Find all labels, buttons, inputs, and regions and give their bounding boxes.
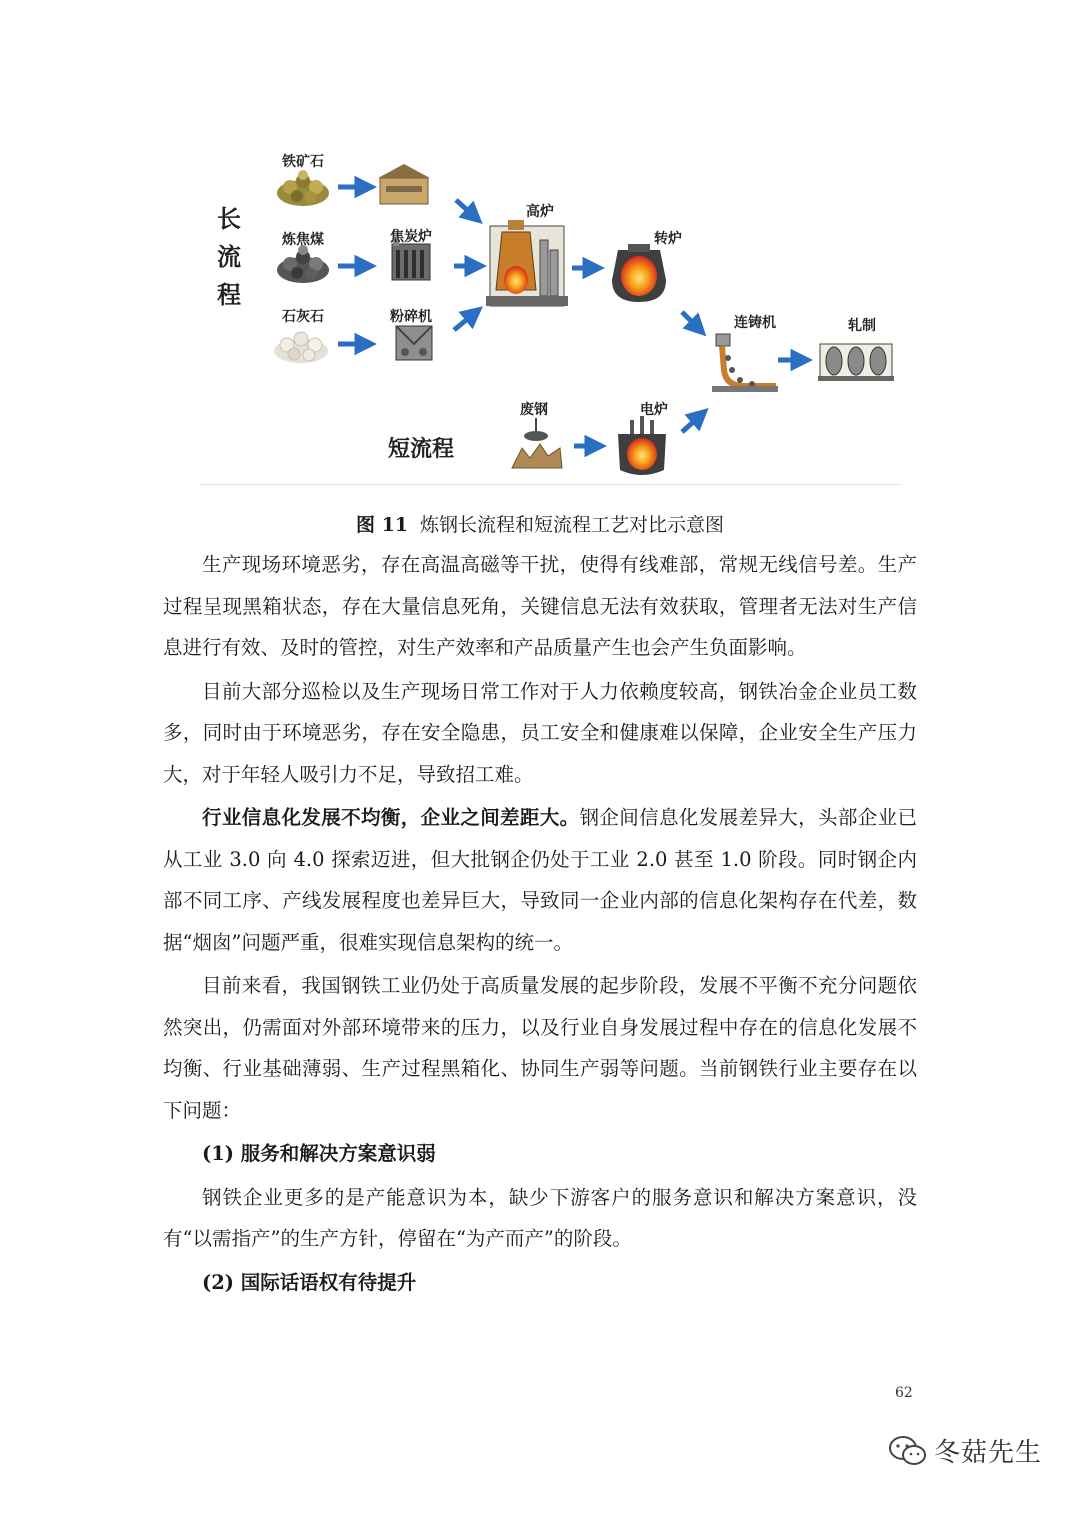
blast-furnace-icon [486, 220, 568, 306]
paragraph-environment: 生产现场环境恶劣，存在高温高磁等干扰，使得有线难部，常规无线信号差。生产过程呈现黑箱状态，存在大量信息死角，关键信息无法有效获取，管理者无法对生产信息进行有效、及时的管控，对生产效率和产品质量产生也会产生负面影响。 [163, 553, 917, 659]
watermark [888, 1432, 1042, 1469]
page-number: 62 [895, 1385, 913, 1401]
scrap-steel-icon [512, 418, 562, 468]
paragraph-overview: 目前来看，我国钢铁工业仍处于高质量发展的起步阶段，发展不平衡不充分问题依然突出，仍需面对外部环境带来的压力，以及行业自身发展过程中存在的信息化发展不均衡、行业基础薄弱、生产过程黑箱化、协同生产弱等问题。当前钢铁行业主要存在以下问题： [163, 974, 917, 1122]
continuous-caster-icon [712, 334, 778, 392]
long-route-label: 长流程 [217, 205, 241, 309]
section-heading-1: (1) 服务和解决方案意识弱 [202, 1142, 436, 1165]
node-label-rolling: 轧制 [848, 318, 876, 334]
node-label-scrap-steel: 废钢 [520, 402, 548, 418]
rolling-mill-icon [818, 344, 894, 381]
paragraph-service: 钢铁企业更多的是产能意识为本，缺少下游客户的服务意识和解决方案意识，没有“以需指产”的生产方针，停留在“为产而产”的阶段。 [163, 1185, 917, 1250]
node-label-continuous-caster: 连铸机 [734, 315, 776, 331]
iron-ore-icon [277, 170, 329, 206]
figure-caption [0, 510, 1080, 537]
node-label-coking-coal: 炼焦煤 [282, 232, 324, 248]
sinter-plant-icon [378, 164, 430, 204]
steelmaking-process-diagram [0, 0, 1080, 500]
paragraph-labor: 目前大部分巡检以及生产现场日常工作对于人力依赖度较高，钢铁冶金企业员工数多，同时由于环境恶劣，存在安全隐患，员工安全和健康难以保障，企业安全生产压力大，对于年轻人吸引力不足，导致招工难。 [163, 679, 917, 786]
limestone-icon [274, 332, 328, 363]
converter-icon [612, 244, 666, 302]
coking-coal-icon [277, 245, 329, 283]
crusher-icon [396, 326, 432, 360]
node-label-coke-oven: 焦炭炉 [390, 229, 432, 245]
paragraph-imbalance-rest: 钢企间信息化发展差异大，头部企业已从工业 3.0 向 4.0 探索迈进，但大批钢企仍处于工业 2.0 甚至 1.0 阶段。同时钢企内部不同工序、产线发展程度也差异巨大，导致同一企业内部的信息化架构存在代差，数据“烟囱”问题严重，很难实现信息架构的统一。 [163, 806, 917, 954]
watermark-text: 冬菇先生 [934, 1438, 1043, 1468]
diagram-graphics [0, 0, 1080, 500]
diagram-divider [200, 484, 900, 485]
paragraph-imbalance [163, 797, 917, 963]
paragraph-imbalance-lead: 行业信息化发展不均衡，企业之间差距大。 [202, 806, 580, 829]
node-label-blast-furnace: 高炉 [526, 204, 554, 220]
section-heading-2: (2) 国际话语权有待提升 [202, 1270, 417, 1294]
electric-furnace-icon [618, 416, 666, 475]
node-label-iron-ore: 铁矿石 [282, 154, 324, 170]
node-label-crusher: 粉碎机 [390, 309, 432, 325]
wechat-icon [888, 1434, 928, 1468]
figure-number: 图 11 [355, 514, 409, 536]
node-label-converter: 转炉 [654, 231, 682, 247]
short-route-label: 短流程 [388, 437, 455, 462]
body-text [163, 544, 917, 1305]
node-label-limestone: 石灰石 [282, 309, 324, 325]
node-label-electric-furnace: 电炉 [640, 402, 668, 418]
figure-caption-text: 炼钢长流程和短流程工艺对比示意图 [420, 514, 725, 536]
